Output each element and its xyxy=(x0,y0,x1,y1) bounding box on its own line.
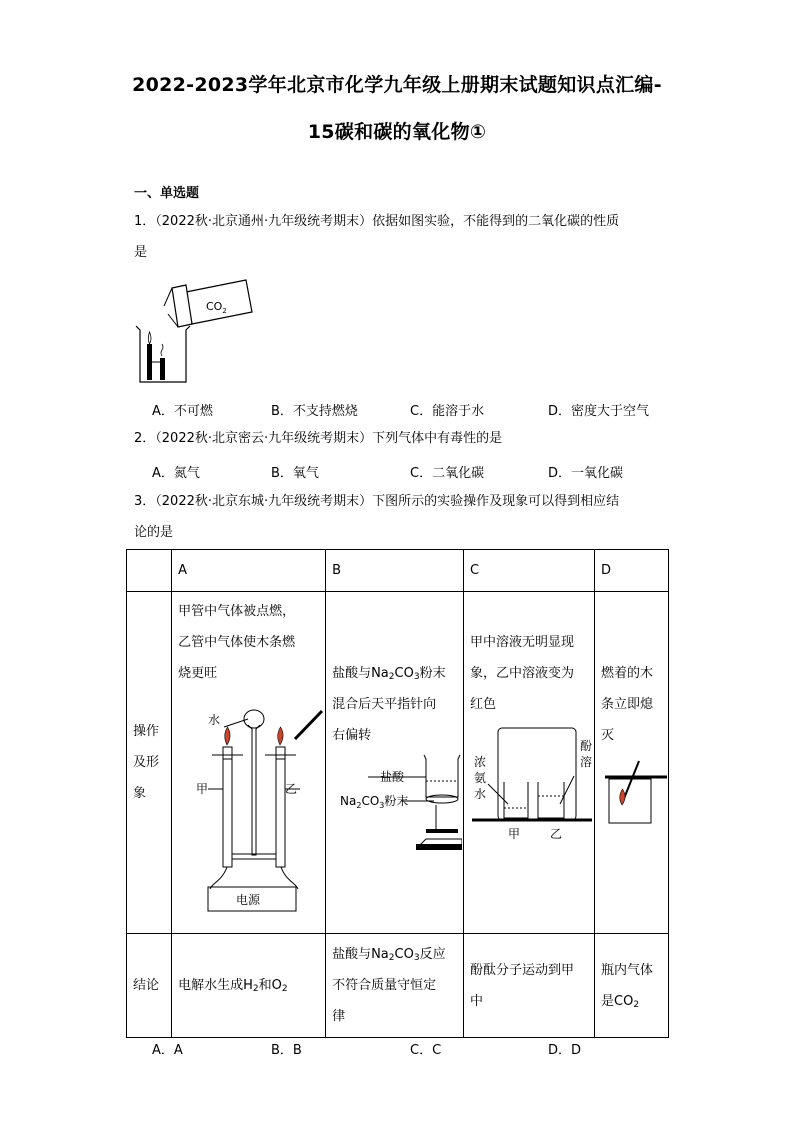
header-a: A xyxy=(172,550,326,592)
label-acid: 盐酸 xyxy=(380,770,405,784)
diffusion-figure xyxy=(464,720,594,850)
label-water: 水 xyxy=(208,713,221,727)
q1-option-d[interactable]: D．密度大于空气 xyxy=(548,404,650,419)
q2-option-a[interactable]: A．氮气 xyxy=(152,466,200,481)
q3-option-a[interactable]: A．A xyxy=(152,1043,183,1058)
label-c-yi: 乙 xyxy=(550,827,563,841)
cell-b-conclusion: 盐酸与$Na_2CO_3$反应 不符合质量守恒定 律 xyxy=(326,934,464,1038)
label-power: 电源 xyxy=(236,893,261,907)
header-empty xyxy=(127,550,172,592)
cell-b-operation: 盐酸与$Na_2CO_3$粉末 混合后天平指针向 右偏转 盐酸 $Na_2CO_3$粉末 xyxy=(326,592,464,934)
q3-option-c[interactable]: C．C xyxy=(410,1043,442,1058)
label-powder: $Na_2CO_3$粉末 xyxy=(340,794,409,810)
q1-option-a[interactable]: A．不可燃 xyxy=(152,404,213,419)
q2-option-c[interactable]: C．二氧化碳 xyxy=(410,466,485,481)
q1-figure-label: $CO_2$ xyxy=(206,300,227,315)
label-phenol-2: 溶 xyxy=(580,755,593,769)
bottle-figure xyxy=(595,751,667,831)
q2-option-d[interactable]: D．一氧化碳 xyxy=(548,466,624,481)
electrolysis-figure xyxy=(172,689,324,929)
cell-d-conclusion: 瓶内气体 是$CO_2$ xyxy=(595,934,669,1038)
label-conc-ammonia-2: 氨 xyxy=(474,771,487,785)
q1-stem-line1: 1．（2022秋·北京通州·九年级统考期末）依据如图实验，不能得到的二氧化碳的性质 xyxy=(134,214,620,229)
q2-option-b[interactable]: B．氧气 xyxy=(271,466,319,481)
cell-c-operation: 甲中溶液无明显现 象，乙中溶液变为 红色 浓 氨 水 酚 溶 甲 乙 xyxy=(464,592,595,934)
q1-option-c[interactable]: C．能溶于水 xyxy=(410,404,485,419)
label-jia: 甲 xyxy=(196,782,209,796)
section-heading: 一、单选题 xyxy=(134,186,200,201)
header-d: D xyxy=(595,550,669,592)
row-label-conclusion: 结论 xyxy=(127,934,172,1038)
cell-d-operation: 燃着的木 条立即熄 灭 xyxy=(595,592,669,934)
q3-stem-line1: 3．（2022秋·北京东城·九年级统考期末）下图所示的实验操作及现象可以得到相应结 xyxy=(134,494,620,509)
page-title-line1: 2022-2023学年北京市化学九年级上册期末试题知识点汇编- xyxy=(132,74,662,96)
label-conc-ammonia-1: 浓 xyxy=(474,755,487,769)
label-yi: 乙 xyxy=(285,782,298,796)
q1-stem-line2: 是 xyxy=(134,245,148,260)
table-row-operation xyxy=(127,592,669,934)
table-header-row xyxy=(127,550,669,592)
label-conc-ammonia-3: 水 xyxy=(474,787,487,801)
label-phenol-1: 酚 xyxy=(580,739,593,753)
cell-a-conclusion: 电解水生成$H_2$和$O_2$ xyxy=(172,934,326,1038)
cell-c-conclusion: 酚酞分子运动到甲 中 xyxy=(464,934,595,1038)
page-title-line2: 15碳和碳的氧化物① xyxy=(307,121,487,143)
q1-figure xyxy=(134,278,264,386)
beaker xyxy=(136,326,190,382)
q1-option-b[interactable]: B．不支持燃烧 xyxy=(271,404,358,419)
q3-table xyxy=(126,549,669,1038)
header-b: B xyxy=(326,550,464,592)
q3-stem-line2: 论的是 xyxy=(134,525,174,540)
row-label-operation: 操作 及形 象 xyxy=(127,592,172,934)
q3-option-b[interactable]: B．B xyxy=(271,1043,302,1058)
header-c: C xyxy=(464,550,595,592)
cell-a-operation: 甲管中气体被点燃， 乙管中气体使木条燃 烧更旺 水 甲 乙 电源 xyxy=(172,592,326,934)
balance-figure xyxy=(326,751,462,861)
q3-option-d[interactable]: D．D xyxy=(548,1043,582,1058)
co2-bottle xyxy=(164,280,252,327)
q2-stem: 2．（2022秋·北京密云·九年级统考期末）下列气体中有毒性的是 xyxy=(134,431,503,446)
table-row-conclusion xyxy=(127,934,669,1038)
label-c-jia: 甲 xyxy=(508,827,521,841)
